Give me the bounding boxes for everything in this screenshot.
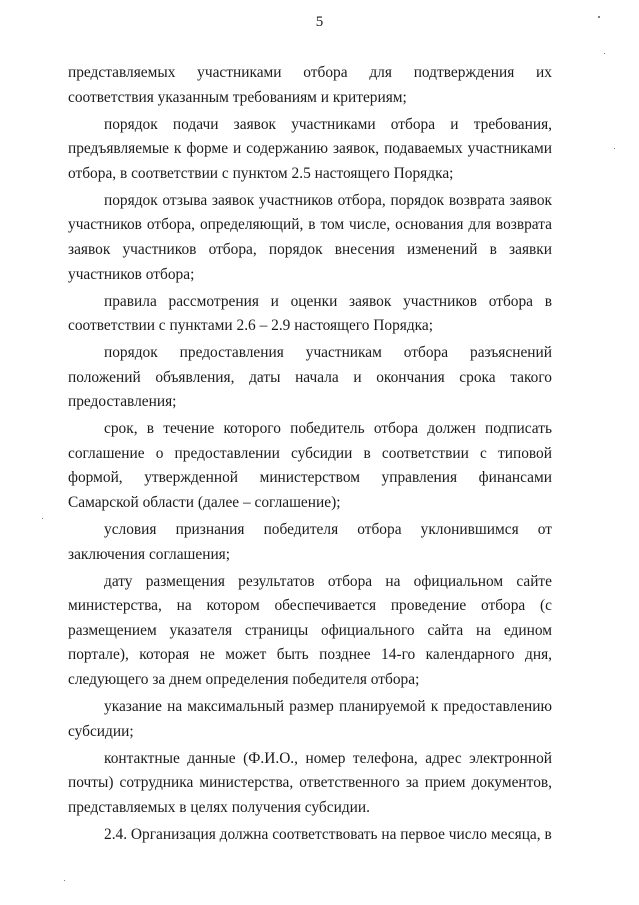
paragraph-9: указание на максимальный размер планируемой к предоставлению субсидии;: [68, 697, 552, 740]
scan-speck: [64, 880, 65, 881]
scan-speck: [598, 16, 600, 18]
paragraph-11: 2.4. Организация должна соответствовать на первое число месяца, в: [104, 825, 552, 843]
paragraph-7: условия признания победителя отбора уклонившимся от заключения соглашения;: [68, 521, 552, 563]
paragraph-5: порядок предоставления участникам отбора разъяснений положений объявления, даты начала и окончания срока такого предоставления;: [68, 344, 552, 411]
scan-speck: [42, 518, 43, 519]
paragraph-4: правила рассмотрения и оценки заявок участников отбора в соответствии с пунктами 2.6 – 2.9 настоящего Порядка;: [68, 292, 552, 335]
paragraph-10: контактные данные (Ф.И.О., номер телефона, адрес электронной почты) сотрудника министерства, ответственного за прием документов, представляемых в целях получения субсидии.: [68, 749, 552, 816]
scan-speck: [604, 53, 605, 54]
paragraph-6: срок, в течение которого победитель отбора должен подписать соглашение о предоставлении субсидии в соответствии с типовой формой, утвержденной министерством управления финансами Самарской области (далее – соглашение);: [68, 420, 552, 512]
paragraph-2: порядок подачи заявок участниками отбора и требования, предъявляемые к форме и содержанию заявок, подаваемых участниками отбора, в соответствии с пунктом 2.5 настоящего Порядка;: [68, 115, 552, 182]
paragraph-1: представляемых участниками отбора для подтверждения их соответствия указанным требованиям и критериям;: [68, 64, 552, 106]
paragraph-8: дату размещения результатов отбора на официальном сайте министерства, на котором обеспечивается проведение отбора (с размещением указателя страницы официального сайта на едином портале), которая не может быть позднее 14-го календарного дня, следующего за днем определения победителя отбора;: [68, 572, 552, 688]
scan-speck: [614, 148, 615, 149]
paragraph-3: порядок отзыва заявок участников отбора, порядок возврата заявок участников отбора, определяющий, в том числе, основания для возврата заявок участников отбора, порядок внесения изменений в заявки участников отбора;: [68, 191, 552, 283]
document-body: [68, 61, 552, 850]
page-number: 5: [315, 14, 324, 30]
